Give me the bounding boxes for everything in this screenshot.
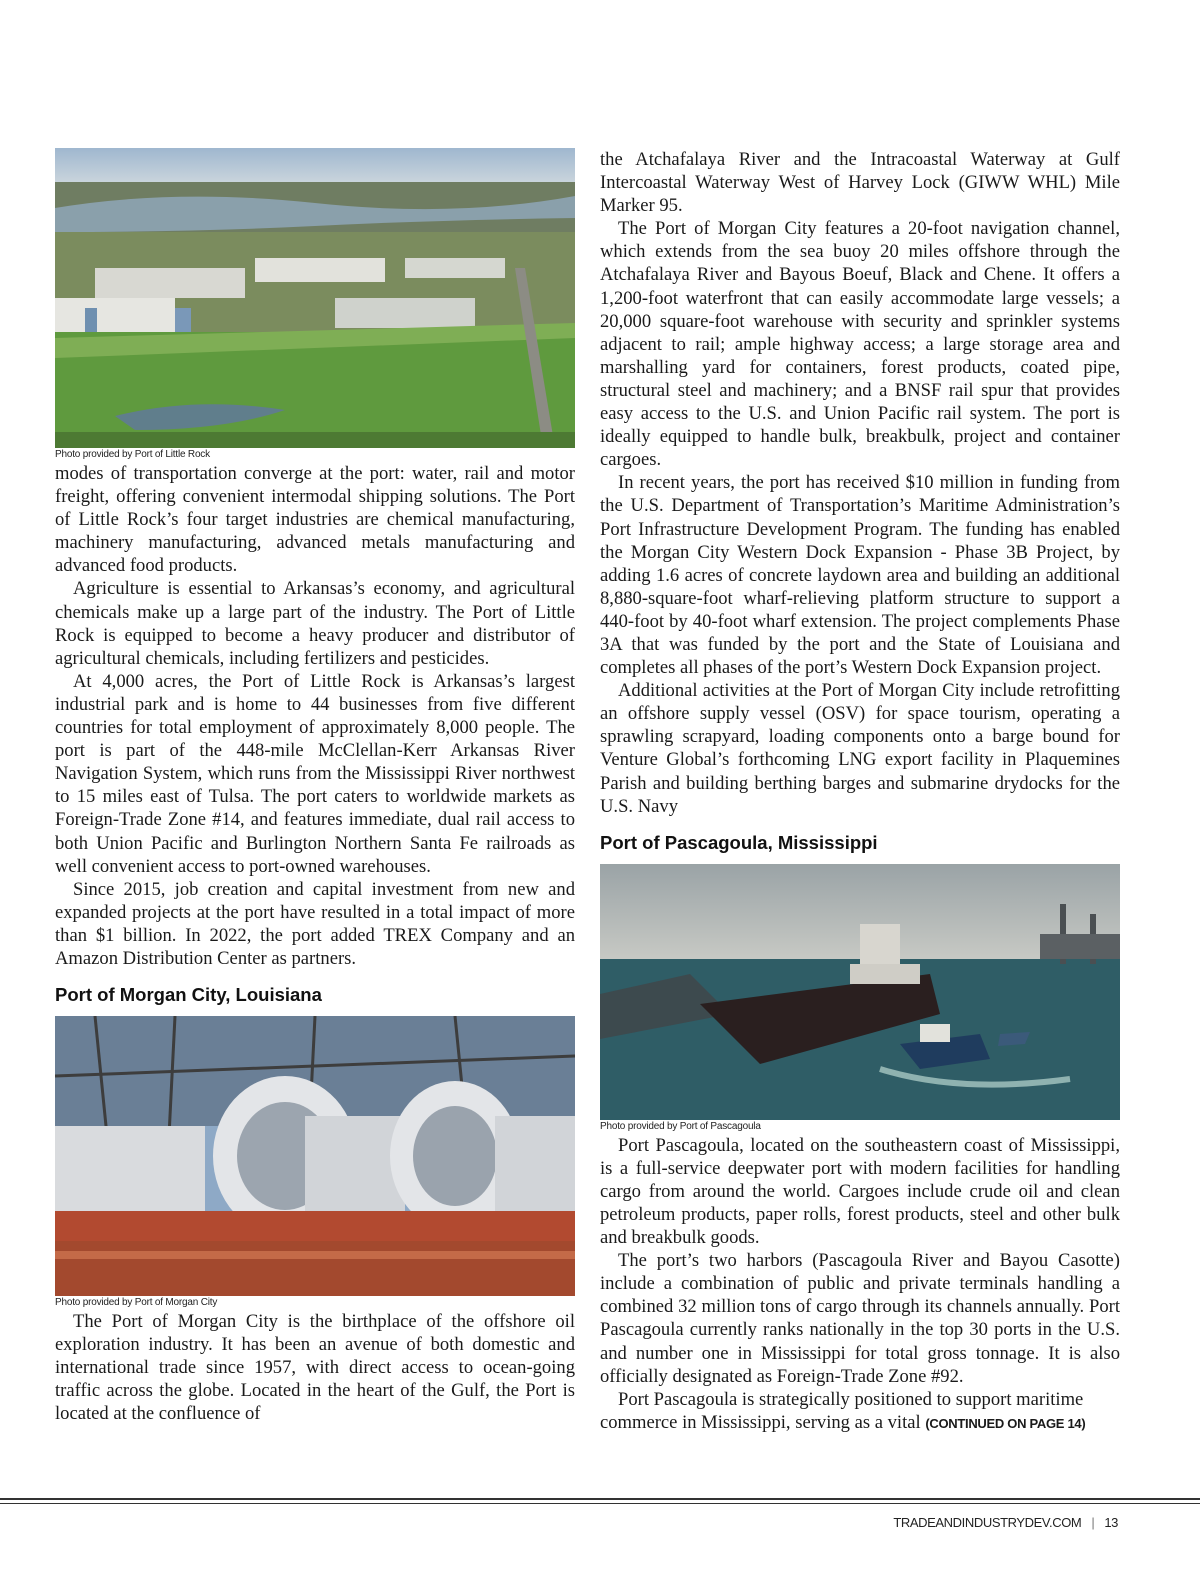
page-footer (893, 1515, 1118, 1530)
footer-site-url: TRADEANDINDUSTRYDEV.COM (893, 1515, 1082, 1530)
body-paragraph: modes of transportation converge at the port: water, rail and motor freight, offering convenient intermodal shipping solutions. The Port of Little Rock’s four target industries are chemical manufacturing, machinery manufacturing, advanced metals manufacturing and advanced food products. (55, 463, 575, 577)
body-paragraph: Agriculture is essential to Arkansas’s economy, and agricultural chemicals make up a large part of the industry. The Port of Little Rock is equipped to become a heavy producer and distributor of agricultural chemicals, including fertilizers and pesticides. (55, 578, 575, 669)
page-number: 13 (1104, 1515, 1118, 1530)
photo-credit-morgan-city: Photo provided by Port of Morgan City (55, 1297, 218, 1309)
left-column (55, 148, 575, 1426)
footer-rule-thin (0, 1503, 1200, 1504)
body-paragraph: Since 2015, job creation and capital investment from new and expanded projects at the port have resulted in a total impact of more than $1 billion. In 2022, the port added TREX Company and an Amazon Distribution Center as partners. (55, 878, 575, 969)
section-heading-pascagoula: Port of Pascagoula, Mississippi (600, 831, 878, 853)
body-paragraph: At 4,000 acres, the Port of Little Rock is Arkansas’s largest industrial park and is home to 44 businesses from five different countries for total employment of approximately 8,000 people. The port is part of the 448-mile McClellan-Kerr Arkansas River Navigation System, which runs from the Mississippi River northwest to 15 miles east of Tulsa. The port caters to worldwide markets as Foreign-Trade Zone #14, and features immediate, dual rail access to both Union Pacific and Burlington Northern Santa Fe railroads as well convenient access to port-owned warehouses. (55, 670, 575, 877)
body-paragraph (600, 1388, 1120, 1435)
photo-port-pascagoula (600, 864, 1120, 1120)
continued-notice: (CONTINUED ON PAGE 14) (925, 1415, 1086, 1431)
section-heading-morgan-city: Port of Morgan City, Louisiana (55, 984, 322, 1006)
body-paragraph: Port Pascagoula, located on the southeastern coast of Mississippi, is a full-service deepwater port with modern facilities for handling cargo from around the world. Cargoes include crude oil and clean petroleum products, paper rolls, forest products, steel and other bulk and breakbulk goods. (600, 1134, 1120, 1249)
photo-credit-pascagoula: Photo provided by Port of Pascagoula (600, 1120, 761, 1132)
body-paragraph: the Atchafalaya River and the Intracoastal Waterway at Gulf Intercoastal Waterway West of Harvey Lock (GIWW WHL) Mile Marker 95. (600, 149, 1120, 217)
body-paragraph: The port’s two harbors (Pascagoula River and Bayou Casotte) include a combination of public and private terminals handling a combined 32 million tons of cargo through its channels annually. Port Pascagoula currently ranks nationally in the top 30 ports in the U.S. and number one in Mississippi for total gross tonnage. It is also officially designated as Foreign-Trade Zone #92. (600, 1250, 1120, 1387)
body-paragraph-text: Port Pascagoula is strategically positioned to support maritime commerce in Mississippi, serving as a vital (600, 1388, 1084, 1433)
tanker-ship-image (600, 864, 1120, 1120)
aerial-industrial-park-image (55, 148, 575, 448)
industrial-cylinders-image (55, 1016, 575, 1296)
photo-credit-little-rock: Photo provided by Port of Little Rock (55, 449, 210, 460)
body-paragraph: In recent years, the port has received $10 million in funding from the U.S. Department of Transportation’s Maritime Administration’s Port Infrastructure Development Program. The funding has enabled the Morgan City Western Dock Expansion - Phase 3B Project, by adding 1.6 acres of concrete laydown area and building an additional 8,880-square-foot wharf-relieving platform structure to support a 440-foot by 40-foot wharf extension. The project complements Phase 3A that was funded by the port and the State of Louisiana and completes all phases of the port’s Western Dock Expansion project. (600, 472, 1120, 679)
photo-port-morgan-city (55, 1016, 575, 1296)
body-paragraph: The Port of Morgan City features a 20-foot navigation channel, which extends from the sea buoy 20 miles offshore through the Atchafalaya River and Bayous Boeuf, Black and Chene. It offers a 1,200-foot waterfront that can easily accommodate large vessels; a 20,000 square-foot warehouse with security and sprinkler systems adjacent to rail; ample highway access; a large storage area and marshalling yard for containers, forest products, coated pipe, structural steel and machinery; and a BNSF rail spur that provides easy access to the U.S. and Union Pacific rail system. The port is ideally equipped to handle bulk, breakbulk, project and container cargoes. (600, 218, 1120, 471)
footer-separator: | (1091, 1515, 1095, 1530)
footer-rule-thick (0, 1498, 1200, 1500)
body-paragraph: The Port of Morgan City is the birthplace of the offshore oil exploration industry. It has been an avenue of both domestic and international trade since 1957, with direct access to ocean-going traffic across the globe. Located in the heart of the Gulf, the Port is located at the confluence of (55, 1311, 575, 1425)
photo-port-little-rock (55, 148, 575, 448)
right-column (600, 148, 1120, 1435)
body-paragraph: Additional activities at the Port of Morgan City include retrofitting an offshore supply vessel (OSV) for space tourism, operating a sprawling scrapyard, loading components onto a barge bound for Venture Global’s forthcoming LNG export facility in Plaquemines Parish and building berthing barges and submarine drydocks for the U.S. Navy (600, 680, 1120, 817)
